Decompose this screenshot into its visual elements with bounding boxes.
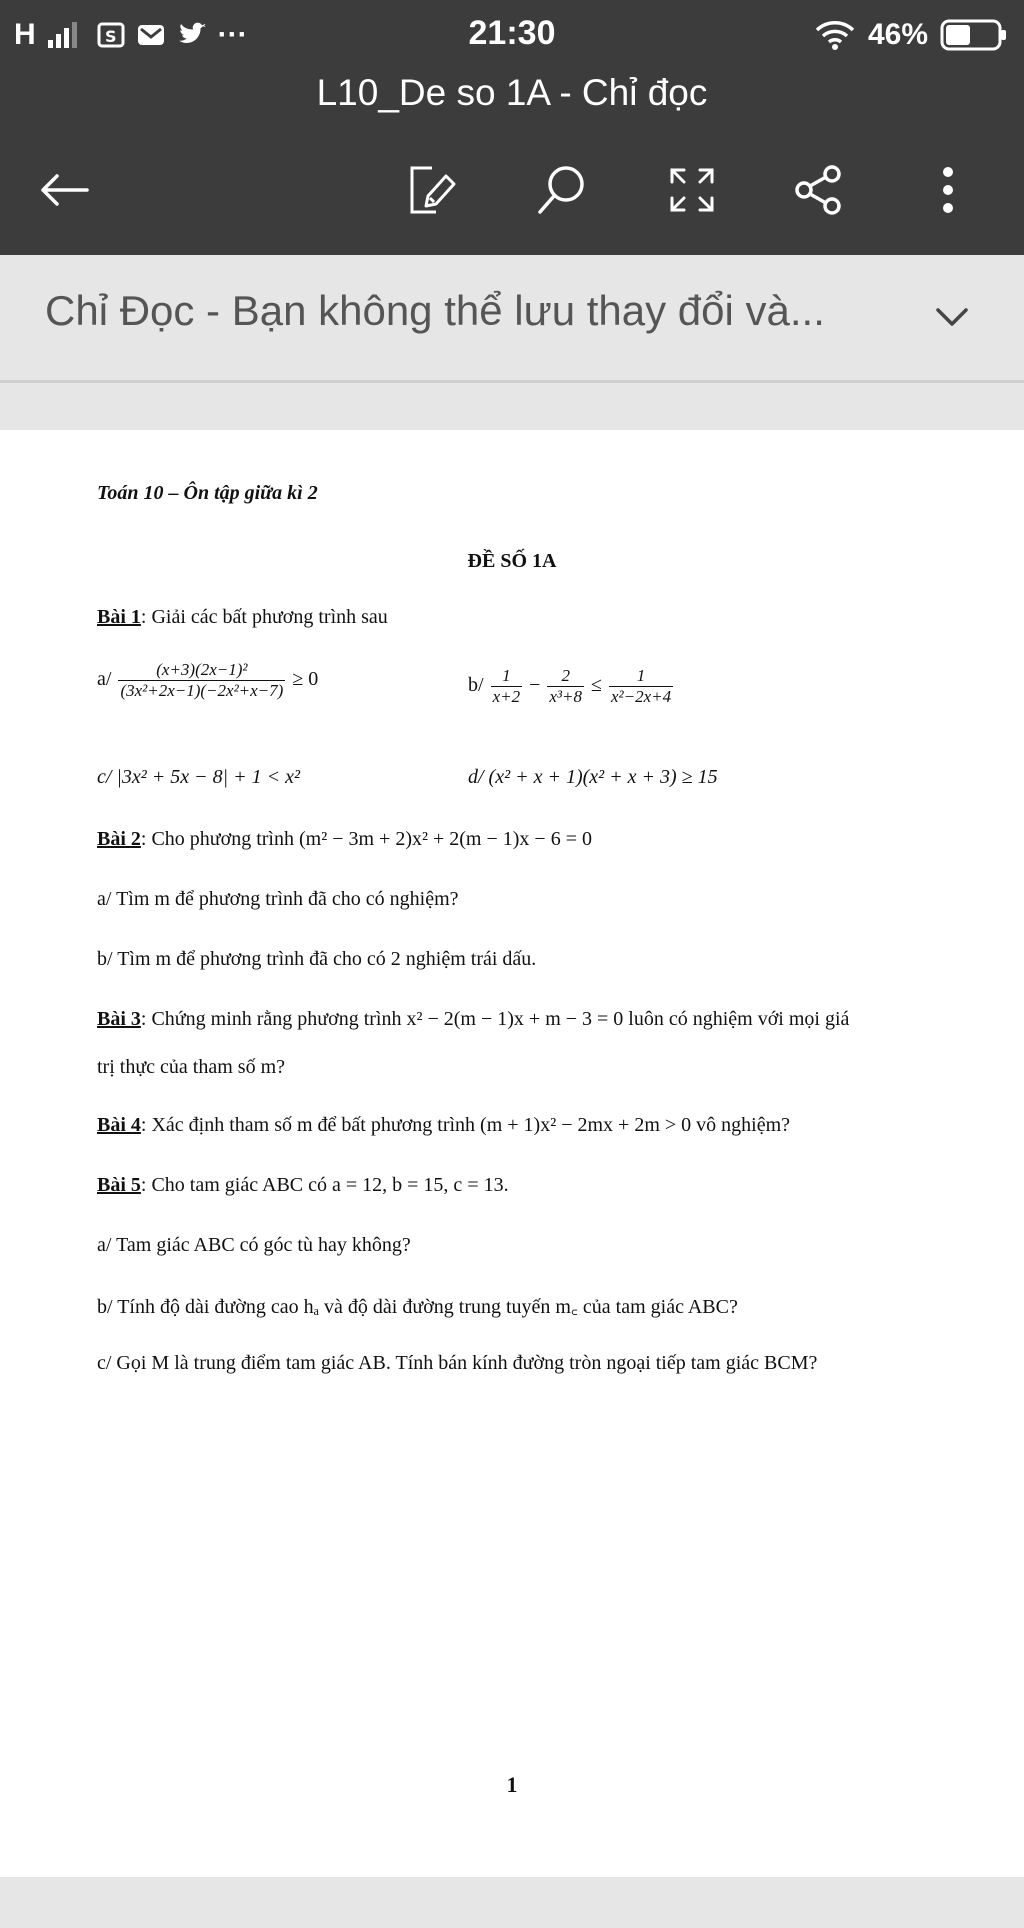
bai1-c: c/ |3x² + 5x − 8| + 1 < x² [97, 766, 301, 788]
bai1-b-label: b/ [468, 674, 484, 697]
bai3-label: Bài 3 [97, 1008, 141, 1030]
bai5-c: c/ Gọi M là trung điểm tam giác AB. Tính bán kính đường tròn ngoại tiếp tam giác BCM? [97, 1352, 818, 1374]
bai1-a-label: a/ [97, 668, 112, 691]
bai1-b-f3-num: 1 [609, 666, 673, 687]
bai5-line [97, 1174, 509, 1197]
app-header [0, 0, 1024, 255]
bai4-text: : Xác định tham số m để bất phương trình (m + 1)x² − 2mx + 2m > 0 vô nghiệm? [140, 1114, 791, 1136]
bai1-a-fraction [118, 660, 285, 701]
bai5-text: : Cho tam giác ABC có a = 12, b = 15, c = 13. [140, 1174, 509, 1196]
arrow-left-icon [35, 170, 95, 210]
bai3-line [97, 1008, 849, 1031]
share-button[interactable] [778, 150, 858, 230]
status-bar [0, 0, 1024, 70]
read-only-banner[interactable] [0, 255, 1024, 383]
bai5-b: b/ Tính độ dài đường cao hₐ và độ dài đường trung tuyến m꜀ của tam giác ABC? [97, 1296, 738, 1318]
document-page[interactable] [0, 430, 1024, 1877]
edit-button[interactable] [390, 150, 470, 230]
bai2-label: Bài 2 [97, 828, 141, 850]
bai1-d: d/ (x² + x + 1)(x² + x + 3) ≥ 15 [468, 766, 718, 788]
bai1-a-rhs: ≥ 0 [292, 668, 319, 691]
bai1-b-f1-num: 1 [491, 666, 523, 687]
bai1-b-fraction-2 [547, 666, 584, 707]
page-number: 1 [506, 1772, 518, 1797]
bai1-line [97, 606, 388, 629]
clock: 21:30 [468, 14, 556, 52]
bai1-b-fraction-3 [609, 666, 673, 707]
bai1-a-numerator: (x+3)(2x−1)² [118, 660, 285, 681]
bai1-b-fraction-1 [491, 666, 523, 707]
share-icon [790, 162, 846, 218]
bai4-line [97, 1114, 790, 1137]
read-only-message: Chỉ Đọc - Bạn không thể lưu thay đổi và... [45, 287, 825, 334]
network-type: H [14, 18, 36, 51]
bai1-a-denominator: (3x²+2x−1)(−2x²+x−7) [120, 681, 284, 700]
bai1-text: : Giải các bất phương trình sau [140, 606, 388, 628]
chevron-down-icon[interactable] [930, 295, 974, 339]
edit-icon [402, 162, 458, 218]
bai1-b-f1-den: x+2 [492, 687, 521, 706]
search-icon [534, 162, 590, 218]
bai3-line-2: trị thực của tham số m? [97, 1056, 286, 1078]
more-options-button[interactable] [908, 150, 988, 230]
more-notifications: ··· [217, 18, 248, 51]
document-heading: ĐỀ SỐ 1A [467, 550, 557, 572]
back-button[interactable] [25, 150, 105, 230]
bai1-a [97, 660, 318, 701]
toolbar [0, 150, 1024, 230]
battery-percent: 46% [867, 18, 928, 51]
bai1-label: Bài 1 [97, 606, 141, 628]
bai1-b-rel: ≤ [591, 674, 602, 697]
document-header: Toán 10 – Ôn tập giữa kì 2 [97, 482, 318, 504]
fullscreen-button[interactable] [652, 150, 732, 230]
bai2-b: b/ Tìm m để phương trình đã cho có 2 nghiệm trái dấu. [97, 948, 537, 970]
bai2-text: : Cho phương trình (m² − 3m + 2)x² + 2(m − 1)x − 6 = 0 [140, 828, 592, 850]
bai5-a: a/ Tam giác ABC có góc tù hay không? [97, 1234, 411, 1256]
bai1-b-op: − [529, 674, 541, 697]
bai2-a: a/ Tìm m để phương trình đã cho có nghiệm? [97, 888, 459, 910]
bai1-b-f2-den: x³+8 [549, 687, 582, 706]
bai3-text: : Chứng minh rằng phương trình x² − 2(m − 1)x + m − 3 = 0 luôn có nghiệm với mọi giá [140, 1008, 850, 1030]
bai4-label: Bài 4 [97, 1114, 141, 1136]
bai2-line [97, 828, 592, 851]
wifi-icon [814, 18, 856, 52]
svg-text:S: S [104, 27, 117, 46]
document-title: L10_De so 1A - Chỉ đọc [316, 72, 708, 113]
status-right [814, 14, 1008, 56]
bai1-b [468, 666, 675, 707]
more-vertical-icon [938, 162, 958, 218]
search-button[interactable] [522, 150, 602, 230]
fullscreen-icon [666, 164, 718, 216]
bai1-b-f2-num: 2 [547, 666, 584, 687]
bai5-label: Bài 5 [97, 1174, 141, 1196]
battery-icon [940, 18, 1008, 52]
bai1-b-f3-den: x²−2x+4 [610, 687, 672, 706]
